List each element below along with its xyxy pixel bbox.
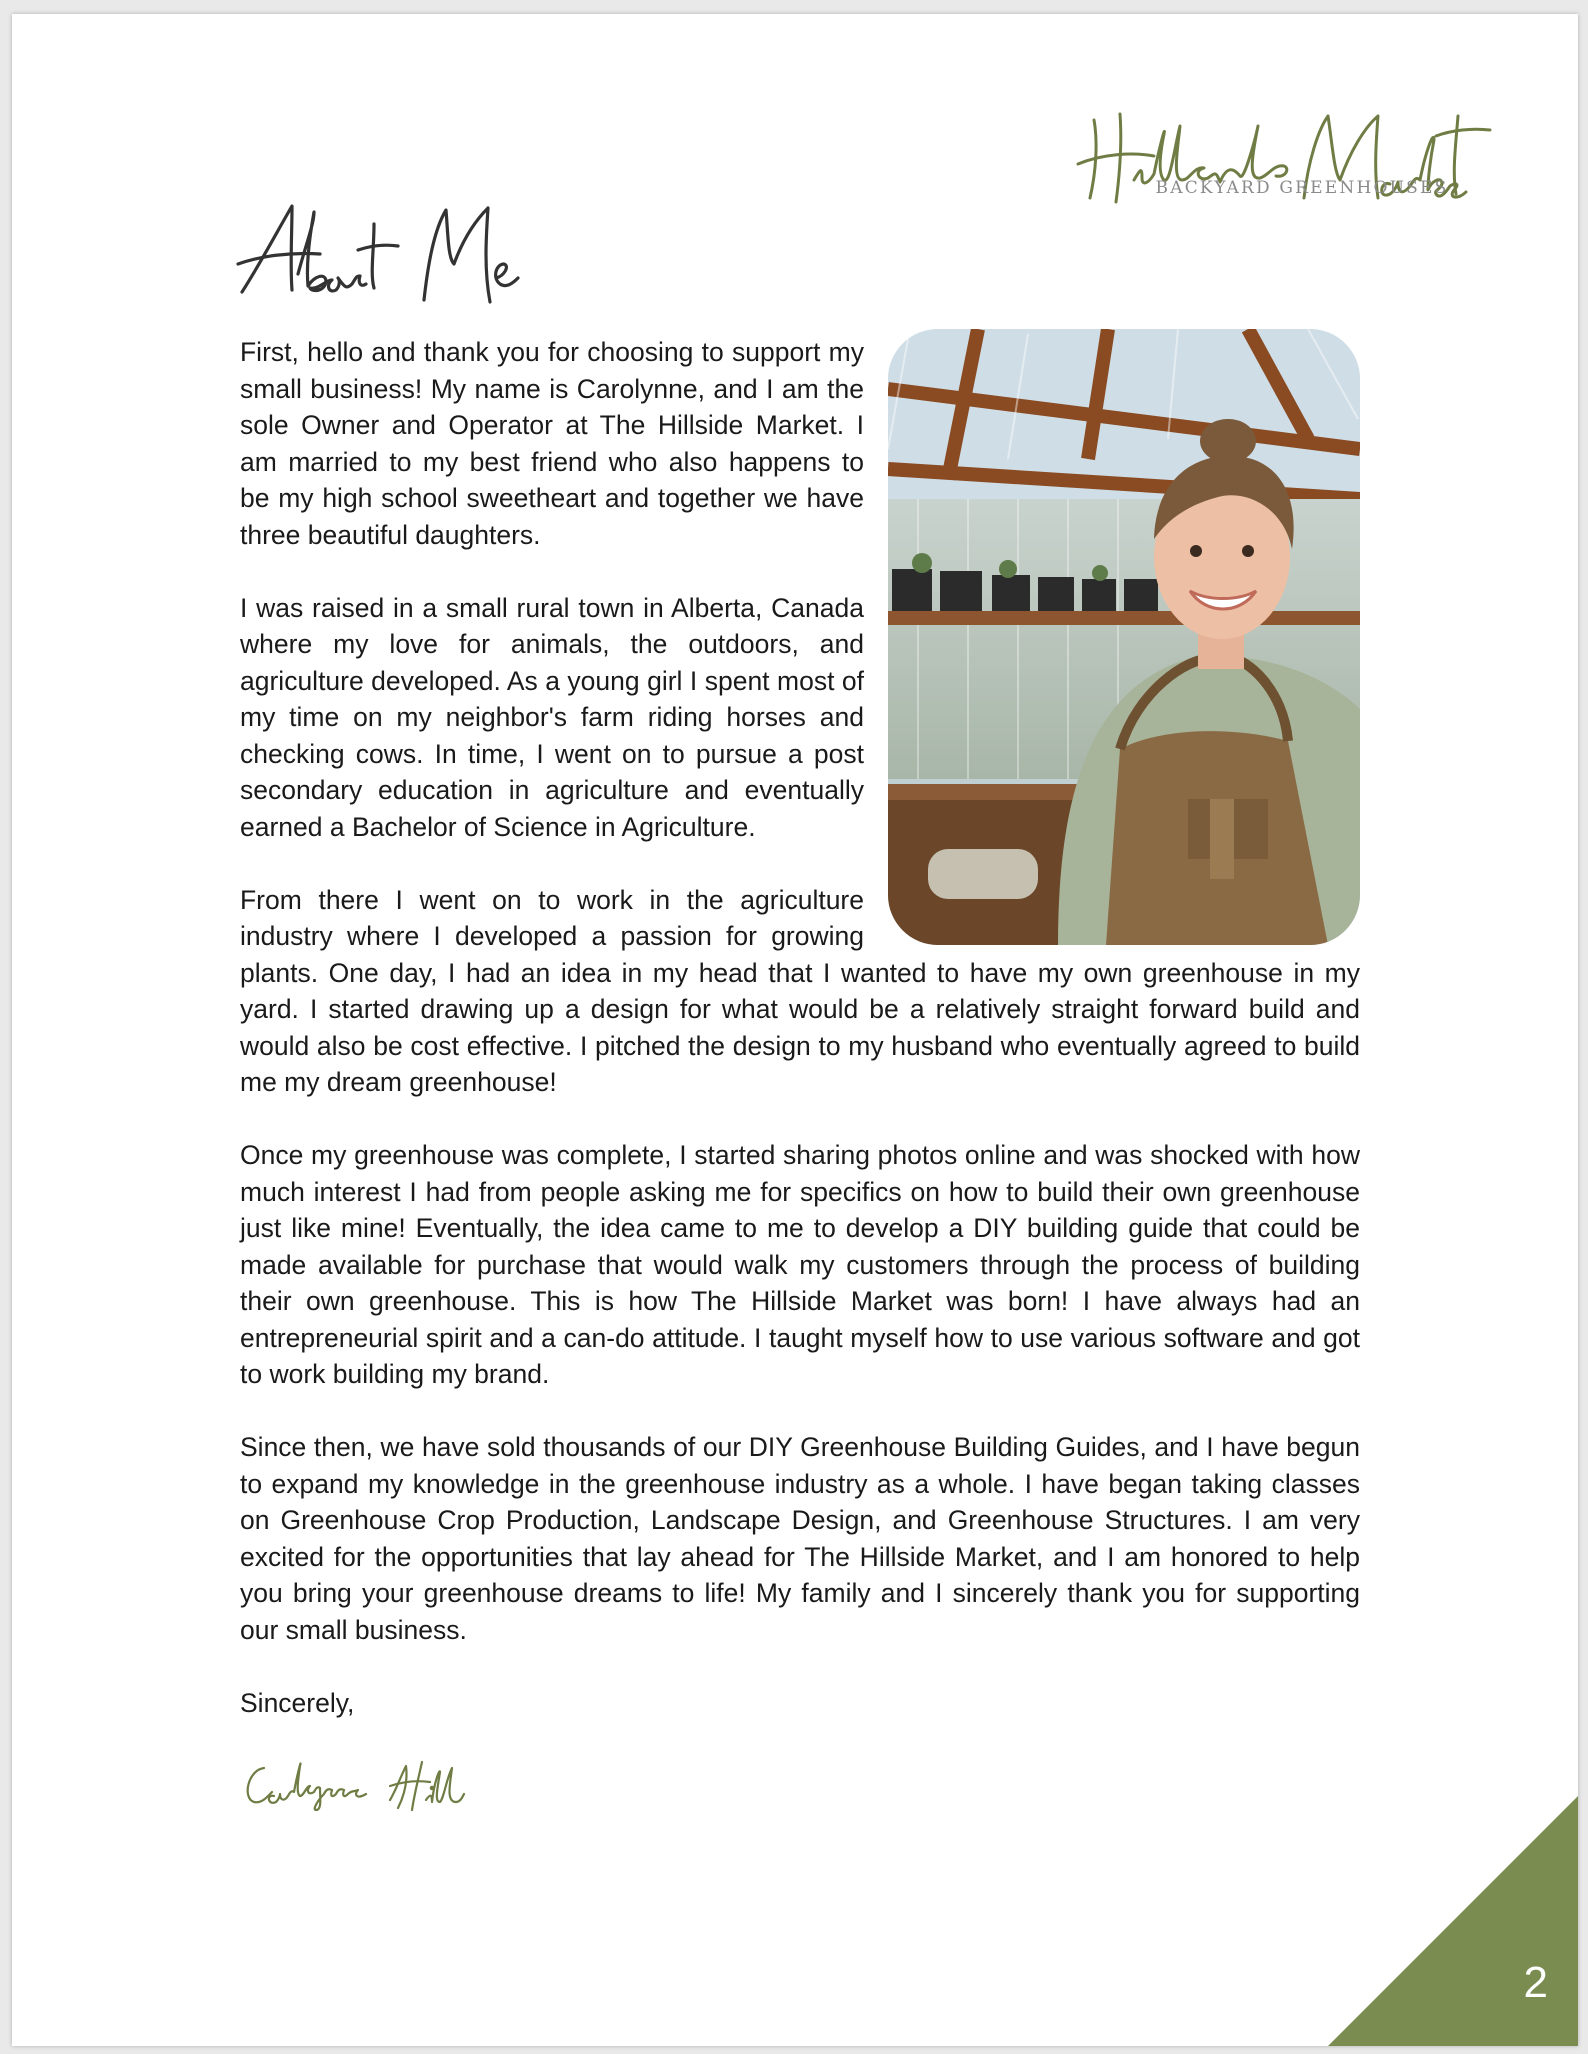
document-page bbox=[12, 14, 1578, 2046]
page-title-script bbox=[234, 194, 534, 314]
paragraph-2: I was raised in a small rural town in Alberta, Canada where my love for animals, the outdoors, and agriculture developed. As a young girl I spent most of my time on my neighbor's farm riding horses and checking cows. In time, I went on to pursue a post secondary education in agriculture and eventually earned a Bachelor of Science in Agriculture. bbox=[240, 592, 864, 842]
letter-body bbox=[240, 334, 1360, 1831]
closing: Sincerely, bbox=[240, 1687, 355, 1718]
paragraph-5: Since then, we have sold thousands of our DIY Greenhouse Building Guides, and I have begun to expand my knowledge in the greenhouse industry as a whole. I have began taking classes on Greenhouse Crop Production, Landscape Design, and Greenhouse Structures. I am very excited for the opportunities that lay ahead for The Hillside Market, and I am honored to help you bring your greenhouse dreams to life! My family and I sincerely thank you for supporting our small business. bbox=[240, 1432, 1360, 1645]
owner-photo bbox=[888, 329, 1360, 945]
owner-photo-illustration bbox=[888, 329, 1360, 945]
page-corner-triangle bbox=[1328, 1796, 1578, 2046]
page-number: 2 bbox=[1523, 1958, 1548, 2007]
paragraph-3: From there I went on to work in the agriculture industry where I developed a passion for growing plants. One day, I had an idea in my head that I wanted to have my own greenhouse in my yard. I started drawing up a design for what would be a relatively straight forward build and would also be cost effective. I pitched the design to my husband who eventually agreed to build me my dream greenhouse! bbox=[240, 884, 1360, 1097]
brand-logo bbox=[1072, 102, 1492, 222]
brand-tagline: BACKYARD GREENHOUSES bbox=[1155, 178, 1449, 198]
paragraph-4: Once my greenhouse was complete, I started sharing photos online and was shocked with how much interest I had from people asking me for specifics on how to build their own greenhouse just like mine! Eventually, the idea came to me to develop a DIY building guide that could be made available for purchase that would walk my customers through the process of building their own greenhouse. This is how The Hillside Market was born! I have always had an entrepreneurial spirit and a can-do attitude. I taught myself how to use various software and got to work building my brand. bbox=[240, 1140, 1360, 1389]
paragraph-1: First, hello and thank you for choosing to support my small business! My name is Carolynne, and I am the sole Owner and Operator at The Hillside Market. I am married to my best friend who also happens to be my high school sweetheart and together we have three beautiful daughters. bbox=[240, 337, 864, 550]
signature bbox=[240, 1752, 500, 1822]
